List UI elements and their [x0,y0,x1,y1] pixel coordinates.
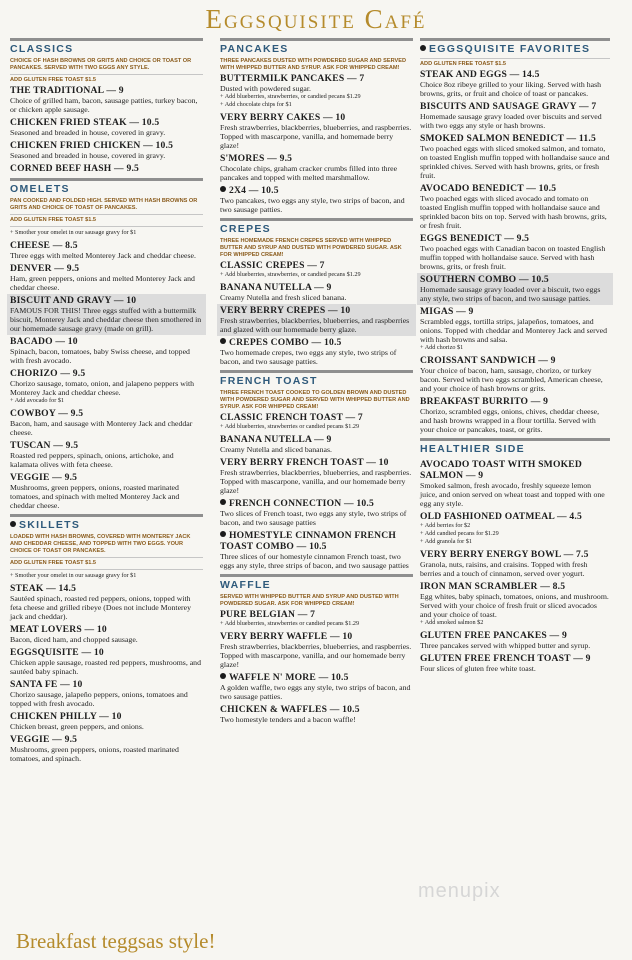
menu-item-description: Two homestyle tenders and a bacon waffle! [220,715,356,724]
menu-item [220,281,413,304]
menu-item-name-text: BREAKFAST BURRITO — 9 [420,396,549,407]
menu-item-description: Ham, green peppers, onions and melted Monterey Jack and cheddar cheese. [10,274,195,292]
menu-item-name-text: CHICKEN FRIED CHICKEN — 10.5 [10,140,174,151]
menu-item-name-text: BANANA NUTELLA — 9 [220,282,332,293]
menu-item-name [420,69,610,80]
menu-item-description: Two homemade crepes, two eggs any style, two strips of bacon, and two sausage patties. [220,348,397,366]
menu-item-name-text: CLASSIC FRENCH TOAST — 7 [220,412,363,423]
menu-item-name [420,274,610,285]
menu-item-name [10,163,203,174]
menu-item-name-text: CHORIZO — 9.5 [10,368,86,379]
menu-item [10,239,203,262]
section-header [220,218,413,235]
menu-item [10,439,203,471]
menu-item-name [220,112,413,123]
menu-item [420,395,610,436]
bullet-icon [220,531,226,537]
menu-item-description: Chorizo sausage, tomato, onion, and jalapeno peppers with Monterey Jack and cheddar cheese. [10,379,195,397]
menu-item-description: Two pancakes, two eggs any style, two strips of bacon, and two sausage patties. [220,196,405,214]
section-addon: + Smother your omelet in our sausage gravy for $1 [10,572,137,579]
section-title-text: HEALTHIER SIDE [420,443,525,455]
section-description: THREE HOMEMADE FRENCH CREPES SERVED WITH WHIPPED BUTTER AND SYRUP AND DUSTED WITH POWDERED SUGAR. ASK FOR WHIPPED CREAM! [220,238,402,258]
menu-item-name-text: STEAK — 14.5 [10,583,77,594]
menu-item [220,259,413,281]
menu-item-description: Sautéed spinach, roasted red peppers, onions, topped with feta cheese and grilled ribeye (Does not include Monterey jack and cheddar). [10,594,191,621]
bullet-icon [220,338,226,344]
menu-item-name-text: GLUTEN FREE FRENCH TOAST — 9 [420,653,591,664]
menu-item-name [220,185,413,196]
menu-section [420,438,610,675]
section-title [420,41,610,55]
menu-title: Eggsquisite Café [205,4,427,34]
divider [10,214,203,215]
menu-item-description: Two poached eggs with sliced smoked salmon, and tomato, on toasted English muffin topped with hollandaise sauce and sprinkled chives. Served with hash browns, grits, or fresh fruit. [420,144,610,180]
menu-item-name-text: VERY BERRY WAFFLE — 10 [220,631,353,642]
section-title [10,41,203,55]
menu-item-name-text: CHEESE — 8.5 [10,240,78,251]
menu-item-name [10,336,203,347]
menu-item-name-text: BANANA NUTELLA — 9 [220,434,332,445]
menu-item-description: Mushrooms, green peppers, onions, roasted marinated tomatoes, and spinach with melted Monterey Jack and cheddar cheese. [10,483,180,510]
menu-item [10,335,203,367]
menu-item-addon: + Add berries for $2 + Add candied pecans for $1.29 + Add granola for $1 [420,522,499,545]
menu-item-name [420,630,610,641]
menu-item-name-text: BISCUIT AND GRAVY — 10 [10,295,137,306]
menu-item-description: Chicken breast, green peppers, and onions. [10,722,144,731]
section-title-text: WAFFLE [220,579,271,591]
menu-item-name [220,337,413,348]
section-title [220,373,413,387]
menu-item-name-text: EGGSQUISITE — 10 [10,647,104,658]
menu-item-name-text: AVOCADO BENEDICT — 10.5 [420,183,557,194]
menu-item-name-text: GLUTEN FREE PANCAKES — 9 [420,630,567,641]
section-header [420,438,610,455]
menu-item-name [220,457,413,468]
menu-item-name-text: CROISSANT SANDWICH — 9 [420,355,556,366]
menu-item [220,456,413,497]
menu-item-name [420,233,610,244]
section-title-text: OMELETS [10,183,70,195]
section-header [220,370,413,387]
menu-item [10,710,203,733]
menu-item-name-text: STEAK AND EGGS — 14.5 [420,69,540,80]
menu-item-name-text: BISCUITS AND SAUSAGE GRAVY — 7 [420,101,597,112]
menu-item-name [10,679,203,690]
menu-item [420,354,610,395]
menu-item-name [10,624,203,635]
section-description: CHOICE OF HASH BROWNS OR GRITS AND CHOICE OR TOAST OR PANCAKES. SERVED WITH TWO EGGS ANY STYLE. [10,58,192,71]
menu-item-description: Fresh strawberries, blackberries, blueberries, and raspberries. Topped with mascarpone, vanilla, and our homemade berry glaze! [220,642,412,669]
menu-item-name [420,653,610,664]
menu-item-name-text: VERY BERRY ENERGY BOWL — 7.5 [420,549,589,560]
menu-item-description: FAMOUS FOR THIS! Three eggs stuffed with a buttermilk biscuit, Monterey Jack and cheddar cheese then smothered in our homemade sausage gravy (made on grill). [10,306,202,333]
section-header [10,178,203,195]
menu-section [10,38,203,176]
menu-item-description: Mushrooms, green peppers, onions, roasted marinated tomatoes, and spinach. [10,745,179,763]
menu-item-description: Seasoned and breaded in house, covered in gravy. [10,128,166,137]
menu-item [420,510,610,548]
menu-item-name-text: VERY BERRY CREPES — 10 [220,305,351,316]
menu-item [420,68,610,100]
menu-item-name [10,408,203,419]
menu-item-name [10,140,203,151]
menu-item [420,580,610,629]
section-note: ADD GLUTEN FREE TOAST $1.5 [10,217,96,223]
section-note: ADD GLUTEN FREE TOAST $1.5 [420,61,506,67]
section-title [420,441,610,455]
menu-section [220,370,413,572]
menu-item [420,629,610,652]
menu-item-name-text: SMOKED SALMON BENEDICT — 11.5 [420,133,596,144]
menu-item-description: Bacon, ham, and sausage with Monterey Jack and cheddar cheese. [10,419,193,437]
section-description: LOADED WITH HASH BROWNS, COVERED WITH MONTEREY JACK AND CHEDDAR CHEESE, AND TOPPED WITH TWO EGGS. YOUR CHOICE OF TOAST OR PANCAKES. [10,534,191,554]
menu-item [10,646,203,678]
menu-item-name-text: AVOCADO TOAST WITH SMOKED SALMON — 9 [420,459,582,481]
menu-item-description: Egg whites, baby spinach, tomatoes, onions, and mushroom. Served with your choice of fresh fruit or sliced avocados and your choice of toast. [420,592,609,619]
bullet-icon [420,45,426,51]
watermark: menupix [418,880,501,902]
menu-item-description: Chorizo, scrambled eggs, onions, chives, cheddar cheese, and hash browns wrapped in a flour tortilla. Served with your choice or pancakes, toast, or grits. [420,407,600,434]
menu-item [10,623,203,646]
menu-item-description: Your choice of bacon, ham, sausage, chorizo, or turkey bacon. Served with two eggs scrambled, American cheese, and your choice of hash browns or grits. [420,366,603,393]
menu-item-name [420,101,610,112]
menu-item-description: Three eggs with melted Monterey Jack and cheddar cheese. [10,251,196,260]
menu-item-name-text: EGGS BENEDICT — 9.5 [420,233,530,244]
menu-item [220,152,413,184]
menu-section [220,574,413,726]
menu-item-name [10,240,203,251]
section-title-text: EGGSQUISITE FAVORITES [429,43,591,55]
menu-item-description: Chocolate chips, graham cracker crumbs filled into three pancakes and topped with melted marshmallow. [220,164,398,182]
menu-item-name-text: HOMESTYLE CINNAMON FRENCH TOAST COMBO — 10.5 [220,530,397,552]
menu-item [420,548,610,580]
section-title-text: CREPES [220,223,271,235]
menu-item-name [420,511,610,522]
menu-item [10,678,203,710]
menu-item-name-text: VEGGIE — 9.5 [10,472,78,483]
menu-item-name [220,672,413,683]
menu-item-description: Scrambled eggs, tortilla strips, jalapeños, tomatoes, and onions. Topped with cheddar and Monterey Jack and served with hash browns and salsa. [420,317,608,344]
menu-item-addon: + Add blueberries, strawberries, or candied pecans $1.29 [220,271,361,278]
menu-section [10,178,203,512]
menu-item [10,116,203,139]
menu-item [10,162,203,176]
menu-item [420,232,610,273]
menu-item [220,72,413,111]
menu-item-description: Homemade sausage gravy loaded over a biscuit, two eggs any style, two strips of bacon, and two sausage patties. [420,285,601,303]
section-title-text: PANCAKES [220,43,289,55]
menu-item-description: Two poached eggs with Canadian bacon on toasted English muffin topped with hollandaise sauce. Served with hash browns, grits, or fresh fruit. [420,244,606,271]
bullet-icon [220,499,226,505]
menu-item-name [420,355,610,366]
menu-item-name [10,711,203,722]
menu-item-name [420,459,610,481]
menu-item-description: Granola, nuts, raisins, and craisins. Topped with fresh berries and a touch of cinnamon, served over yogurt. [420,560,588,578]
menu-item [420,182,610,232]
menu-item [220,433,413,456]
bullet-icon [10,521,16,527]
menu-item [10,582,203,623]
menu-item-name-text: IRON MAN SCRAMBLER — 8.5 [420,581,566,592]
menu-item-name [220,530,413,552]
menu-item-name-text: CREPES COMBO — 10.5 [229,337,342,348]
menu-item-description: Creamy Nutella and sliced bananas. [220,445,332,454]
menu-item-description: Smoked salmon, fresh avocado, freshly squeeze lemon juice, and onion served on wheat toast and topped with one egg any style. [420,481,605,508]
section-header [220,574,413,591]
menu-item-description: Chicken apple sausage, roasted red peppers, mushrooms, and sautéed baby spinach. [10,658,201,676]
menu-item [420,100,610,132]
menu-item-name-text: VERY BERRY FRENCH TOAST — 10 [220,457,389,468]
menu-item [220,184,413,216]
menu-item-name [220,498,413,509]
menu-item-description: Homemade sausage gravy loaded over biscuits and served with two eggs any style or hash browns. [420,112,602,130]
menu-item-description: Four slices of gluten free white toast. [420,664,536,673]
section-description: THREE FRENCH TOAST COOKED TO GOLDEN BROWN AND DUSTED WITH POWDERED SUGAR AND SERVED WITH WHIPPED BUTTER AND SYRUP. ASK FOR WHIPPED CREAM! [220,390,410,410]
menu-item [7,294,206,335]
menu-item-description: Chorizo sausage, jalapeño peppers, onions, tomatoes and topped with fresh avocado. [10,690,188,708]
section-addon: + Smother your omelet in our sausage gravy for $1 [10,229,137,236]
menu-item-name [420,396,610,407]
menu-item [10,367,203,407]
menu-item-description: Two slices of French toast, two eggs any style, two strips of bacon, and two sausage patties [220,509,407,527]
menu-item [10,262,203,294]
menu-item [10,733,203,765]
menu-item-name [10,263,203,274]
menu-item-name-text: SANTA FE — 10 [10,679,83,690]
menu-item [220,608,413,630]
menu-item-name-text: OLD FASHIONED OATMEAL — 4.5 [420,511,583,522]
menu-item [10,407,203,439]
menu-item [420,305,610,354]
menu-item-name-text: CORNED BEEF HASH — 9.5 [10,163,140,174]
section-title [10,181,203,195]
divider [420,58,610,59]
menu-item-description: Three pancakes served with whipped butter and syrup. [420,641,591,650]
menu-item-description: Seasoned and breaded in house, covered in gravy. [10,151,166,160]
menu-item-name-text: 2X4 — 10.5 [229,185,279,196]
section-title-text: SKILLETS [19,519,81,531]
menu-item-name-text: MEAT LOVERS — 10 [10,624,107,635]
menu-item-description: Choice of grilled ham, bacon, sausage patties, turkey bacon, or chicken apple sausage. [10,96,198,114]
menu-item-description: Fresh strawberries, blackberries, blueberries, and raspberries and glazed with our homemade berry glaze. [220,316,410,334]
menu-item-name [10,647,203,658]
bullet-icon [220,673,226,679]
divider [10,569,203,570]
menu-item [220,671,413,703]
menu-item-name-text: VEGGIE — 9.5 [10,734,78,745]
section-title [220,577,413,591]
menu-item-name [10,583,203,594]
menu-item [420,652,610,675]
menu-item-name [10,368,203,379]
section-header [420,38,610,55]
menu-item [10,471,203,512]
menu-item-name [10,295,203,306]
menu-section [420,38,610,436]
section-header [10,514,203,531]
menu-item [220,411,413,433]
menu-item-description: Two poached eggs with sliced avocado and tomato on toasted English muffin topped with hollandaise sauce and sprinkled bacon bits on top. Served with hash browns, grits, or fresh fruit. [420,194,607,230]
menu-item-addon: + Add blueberries, strawberries or candied pecans $1.29 [220,620,360,627]
menu-item-name-text: TUSCAN — 9.5 [10,440,79,451]
menu-item-name-text: CHICKEN FRIED STEAK — 10.5 [10,117,160,128]
menu-item-name [220,434,413,445]
menu-item-name [220,412,413,423]
menu-item-name-text: BUTTERMILK PANCAKES — 7 [220,73,365,84]
divider [10,74,203,75]
section-title-text: CLASSICS [10,43,74,55]
section-title [220,221,413,235]
menu-item [217,304,416,336]
menu-item [220,497,413,529]
menu-item-name [220,260,413,271]
menu-item-name-text: CHICKEN & WAFFLES — 10.5 [220,704,360,715]
menu-item-name-text: S'MORES — 9.5 [220,153,293,164]
section-description: PAN COOKED AND FOLDED HIGH. SERVED WITH HASH BROWNS OR GRITS AND CHOICE OF TOAST OF PANCAKES. [10,198,198,211]
menu-column-middle [220,36,413,726]
menu-item-description: Bacon, diced ham, and chopped sausage. [10,635,138,644]
menu-item-name [420,306,610,317]
menu-item-name [420,549,610,560]
menu-item [220,630,413,671]
menu-item-name-text: DENVER — 9.5 [10,263,80,274]
menu-item-description: Choice 8oz ribeye grilled to your liking. Served with hash browns, grits, or fruit and choice of toast or pancakes. [420,80,602,98]
menu-item-name-text: WAFFLE N' MORE — 10.5 [229,672,349,683]
menu-item-description: Fresh strawberries, blackberries, blueberries, and raspberries. Topped with mascarpone, vanilla, and our homemade berry glaze! [220,468,412,495]
menu-item-name-text: MIGAS — 9 [420,306,474,317]
menu-item [220,336,413,368]
section-note: ADD GLUTEN FREE TOAST $1.5 [10,560,96,566]
menu-section [10,514,203,765]
section-title [10,517,203,531]
menu-item-name-text: FRENCH CONNECTION — 10.5 [229,498,374,509]
menu-item-name [420,581,610,592]
menu-item-addon: + Add blueberries, strawberries or candied pecans $1.29 [220,423,360,430]
menu-item-name-text: BACADO — 10 [10,336,78,347]
menu-item-description: A golden waffle, two eggs any style, two strips of bacon, and two sausage patties. [220,683,411,701]
menu-item [417,273,613,305]
menu-item-name-text: PURE BELGIAN — 7 [220,609,316,620]
menu-item-name [220,73,413,84]
section-note: ADD GLUTEN FREE TOAST $1.5 [10,77,96,83]
menu-item-addon: + Add avocado for $1 [10,397,65,404]
menu-item [220,529,413,572]
menu-item-name [10,440,203,451]
menu-item [10,139,203,162]
divider [10,557,203,558]
menu-item-name [420,133,610,144]
menu-item-name-text: SOUTHERN COMBO — 10.5 [420,274,549,285]
section-header [10,38,203,55]
menu-item-name [220,609,413,620]
menu-item [10,84,203,116]
menu-section [220,218,413,368]
section-description: SERVED WITH WHIPPED BUTTER AND SYRUP AND DUSTED WITH POWDERED SUGAR. ASK FOR WHIPPED CREAM! [220,594,399,607]
menu-item-name-text: CLASSIC CREPES — 7 [220,260,325,271]
menu-item-name [220,305,413,316]
menu-item-name [10,85,203,96]
divider [10,226,203,227]
menu-item [420,458,610,510]
menu-item-name [220,704,413,715]
menu-item-name-text: CHICKEN PHILLY — 10 [10,711,122,722]
menu-item-description: Spinach, bacon, tomatoes, baby Swiss cheese, and topped with fresh avocado. [10,347,190,365]
menu-item-addon: + Add chorizo $1 [420,344,464,351]
menu-item-description: Dusted with powdered sugar. [220,84,311,93]
section-title-text: FRENCH TOAST [220,375,318,387]
menu-item-name-text: THE TRADITIONAL — 9 [10,85,124,96]
menu-item-description: Roasted red peppers, spinach, onions, artichoke, and kalamata olives with feta cheese. [10,451,174,469]
footer-tagline: Breakfast teggsas style! [16,929,216,953]
menu-item-name [10,117,203,128]
menu-item-name [220,282,413,293]
section-header [220,38,413,55]
menu-item-addon: + Add smoked salmon $2 [420,619,484,626]
menu-item-name [10,472,203,483]
menu-item [220,703,413,726]
section-title [220,41,413,55]
menu-item-name [220,631,413,642]
menu-item-name [220,153,413,164]
section-description: THREE PANCAKES DUSTED WITH POWDERED SUGAR AND SERVED WITH WHIPPED BUTTER AND SYRUP. ASK FOR WHIPPED CREAM! [220,58,407,71]
menu-item [420,132,610,182]
menu-column-left [10,36,203,765]
menu-item-description: Creamy Nutella and fresh sliced banana. [220,293,347,302]
menu-item-description: Fresh strawberries, blackberries, blueberries, and raspberries. Topped with mascarpone, vanilla, and homemade berry glaze! [220,123,412,150]
menu-item-description: Three slices of our homestyle cinnamon French toast, two eggs any style, three strips of bacon, and two sausage patties [220,552,409,570]
menu-section [220,38,413,216]
menu-column-right [420,36,610,675]
menu-item-name [10,734,203,745]
bullet-icon [220,186,226,192]
menu-item-name [420,183,610,194]
menu-item-name-text: COWBOY — 9.5 [10,408,84,419]
menu-item [220,111,413,152]
menu-item-addon: + Add blueberries, strawberries, or candied pecans $1.29 + Add chocolate chips for $1 [220,93,361,108]
menu-item-name-text: VERY BERRY CAKES — 10 [220,112,346,123]
